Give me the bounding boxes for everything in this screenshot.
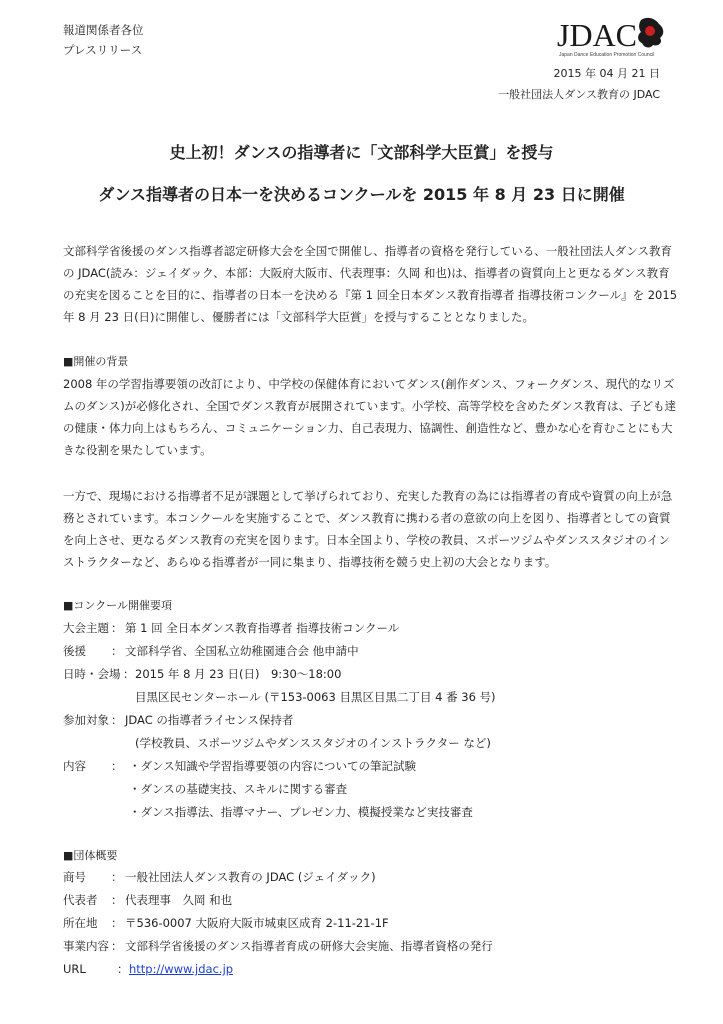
- contest-value: (学校教員、スポーツジムやダンススタジオのインストラクター など): [135, 736, 491, 750]
- org-label: 事業内容: [63, 939, 109, 953]
- contest-value: ・ダンス知識や学習指導要領の内容についての筆記試験: [129, 759, 417, 773]
- headline-primary: 史上初！ダンスの指導者に「文部科学大臣賞」を授与: [169, 143, 554, 162]
- background-line: の健康・体力向上はもちろん、コミュニケーション力、自己表現力、協調性、創造性など、豊かな心を育むことにも大: [63, 421, 673, 435]
- background-line: 務とされています。本コンクールを実施することで、ダンス教育に携わる者の意欲の向上を図り、指導者としての資質: [63, 511, 671, 525]
- logo-red-circle: [645, 26, 655, 36]
- org-label: 所在地: [63, 916, 98, 930]
- intro-line: の JDAC(読み：ジェイダック、本部：大阪府大阪市、代表理事：久岡 和也)は、指導者の資質向上と更なるダンス教育: [63, 266, 670, 280]
- org-label: URL: [63, 962, 86, 976]
- contest-value: ・ダンスの基礎実技、スキルに関する審査: [129, 782, 348, 796]
- org-separator: ：: [117, 962, 129, 976]
- background-line: 一方で、現場における指導者不足が課題として挙げられており、充実した教育の為には指導者の育成や資質の向上が急: [63, 489, 673, 503]
- background-line: を向上させ、更なるダンス教育の充実を図ります。日本全国より、学校の教員、スポーツジムやダンススタジオのイン: [63, 533, 670, 547]
- contest-heading: ■コンクール開催要項: [63, 599, 172, 612]
- contest-value: 文部科学省、全国私立幼稚園連合会 他申請中: [125, 644, 359, 658]
- org-separator: ：: [111, 916, 123, 930]
- intro-line: の充実を図ることを目的に、指導者の日本一を決める『第 1 回全日本ダンス教育指導者 指導技術コンクール』を 2015: [63, 288, 678, 302]
- intro-line: 年 8 月 23 日(日)に開催し、優勝者には「文部科学大臣賞」を授与することとなりました。: [63, 310, 535, 324]
- contest-separator: ：: [111, 759, 123, 773]
- sender-name: 一般社団法人ダンス教育の JDAC: [498, 88, 660, 101]
- org-separator: ：: [111, 939, 123, 953]
- background-line: 2008 年の学習指導要領の改訂により、中学校の保健体育においてダンス(創作ダンス、フォークダンス、現代的なリズ: [63, 377, 675, 391]
- contest-label: 日時・会場: [63, 667, 121, 681]
- contest-value: JDAC の指導者ライセンス保持者: [125, 713, 294, 727]
- org-label: 商号: [63, 870, 86, 884]
- jdac-logo: [555, 14, 667, 60]
- contest-label: 後援: [63, 644, 86, 658]
- contest-value: 2015 年 8 月 23 日(日) 9:30～18:00: [135, 667, 342, 681]
- contest-value: 第 1 回 全日本ダンス教育指導者 指導技術コンクール: [125, 621, 400, 635]
- org-separator: ：: [111, 893, 123, 907]
- background-line: ムのダンス)が必修化され、全国でダンス教育が展開されています。小学校、高等学校を含めたダンス教育は、子ども達: [63, 399, 677, 413]
- recipient-text: 報道関係者各位: [63, 23, 144, 37]
- background-line: きな役割を果たしています。: [63, 443, 212, 457]
- org-value: 文部科学省後援のダンス指導者育成の研修大会実施、指導者資格の発行: [125, 939, 493, 953]
- org-value: 代表理事 久岡 和也: [125, 893, 233, 907]
- contest-separator: ：: [123, 667, 135, 681]
- headline-secondary: ダンス指導者の日本一を決めるコンクールを 2015 年 8 月 23 日に開催: [98, 185, 625, 204]
- contest-label: 大会主題: [63, 621, 109, 635]
- contest-separator: ：: [111, 713, 123, 727]
- contest-separator: ：: [111, 621, 123, 635]
- org-separator: ：: [111, 870, 123, 884]
- org-value: 〒536-0007 大阪府大阪市城東区成育 2-11-21-1F: [125, 916, 389, 930]
- contest-label: 参加対象: [63, 713, 109, 727]
- intro-line: 文部科学省後援のダンス指導者認定研修大会を全国で開催し、指導者の資格を発行している、一般社団法人ダンス教育: [63, 244, 673, 258]
- logo-subtitle: Japan Dance Education Promotion Council: [559, 52, 655, 58]
- release-date: 2015 年 04 月 21 日: [553, 67, 660, 80]
- org-label: 代表者: [63, 893, 98, 907]
- contest-value: 目黒区民センターホール (〒153-0063 目黒区目黒二丁目 4 番 36 号): [135, 690, 496, 704]
- background-line: ストラクターなど、あらゆる指導者が一同に集まり、指導技術を競う史上初の大会となります。: [63, 555, 557, 569]
- website-link[interactable]: http://www.jdac.jp: [129, 962, 234, 976]
- background-heading: ■開催の背景: [63, 355, 129, 368]
- jdac-logo-graphic: [555, 14, 667, 60]
- contest-value: ・ダンス指導法、指導マナー、プレゼン力、模擬授業など実技審査: [129, 805, 473, 819]
- logo-wordmark: JDAC: [557, 17, 638, 53]
- document-type: プレスリリース: [63, 43, 143, 57]
- contest-separator: ：: [111, 644, 123, 658]
- contest-label: 内容: [63, 759, 86, 773]
- org-value: 一般社団法人ダンス教育の JDAC (ジェイダック): [125, 870, 376, 884]
- org-heading: ■団体概要: [63, 849, 118, 862]
